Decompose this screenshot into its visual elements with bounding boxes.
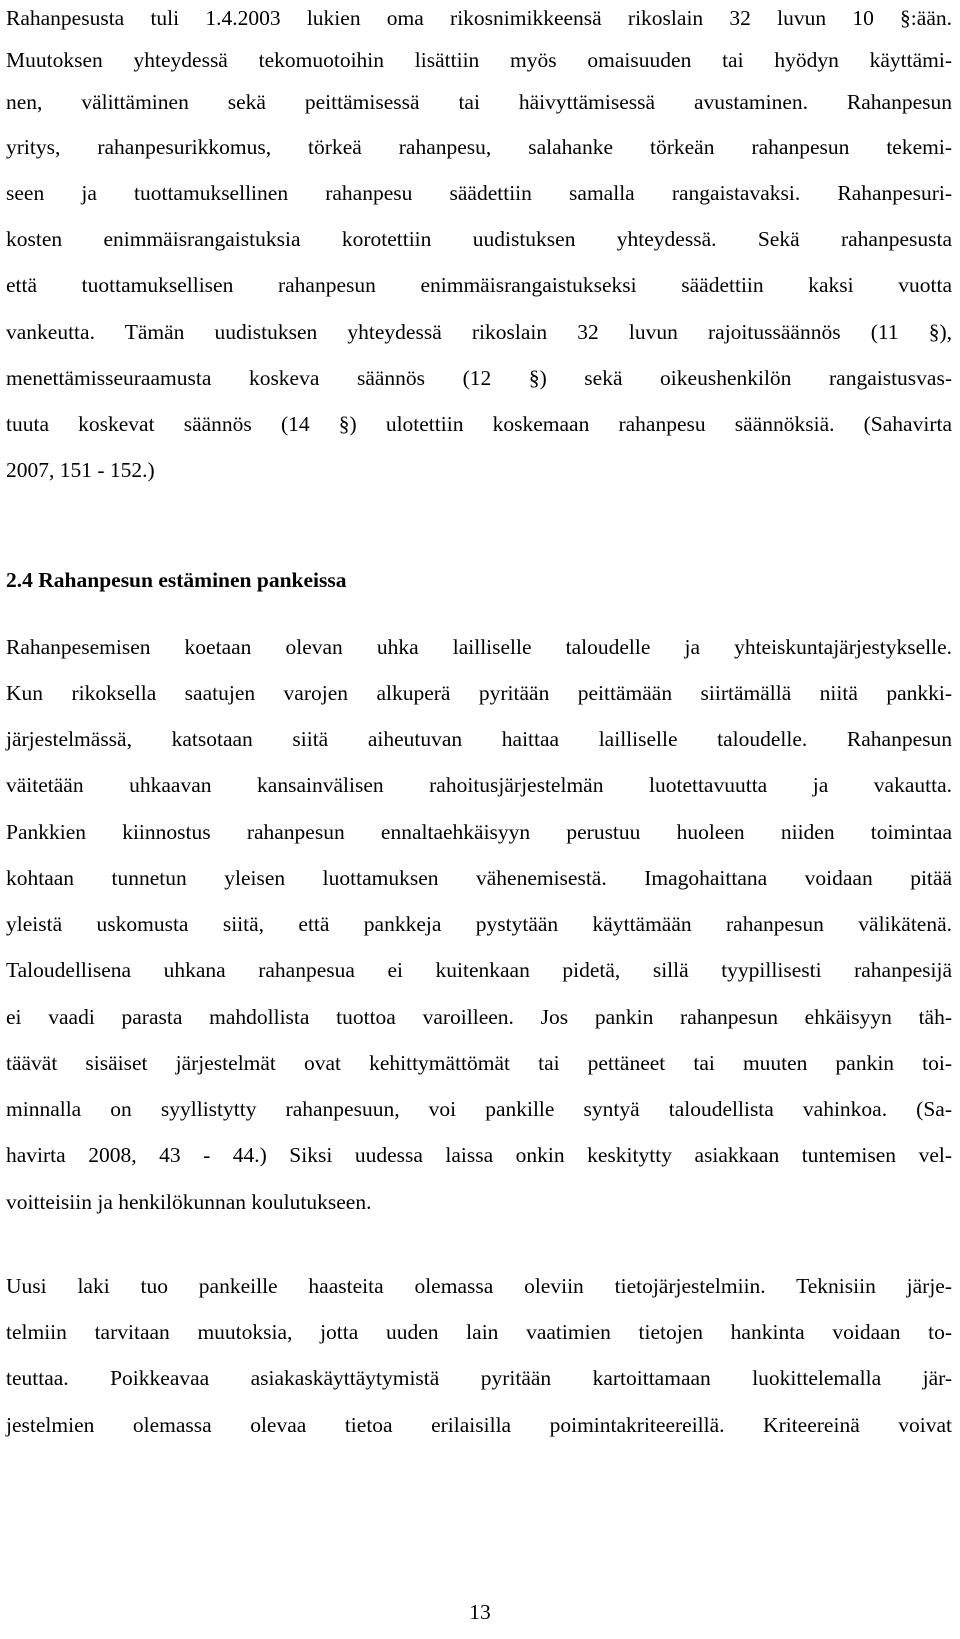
paragraph-line: kosten enimmäisrangaistuksia korotettiin uudistuksen yhteydessä. Sekä rahanpesusta [6,227,952,251]
paragraph-line: havirta 2008, 43 - 44.) Siksi uudessa laissa onkin keskitytty asiakkaan tuntemisen vel- [6,1143,952,1167]
paragraph-line: jestelmien olemassa olevaa tietoa erilaisilla poimintakriteereillä. Kriteereinä voivat [6,1413,952,1437]
paragraph-line: nen, välittäminen sekä peittämisessä tai häivyttämisessä avustaminen. Rahanpesun [6,90,952,114]
paragraph-line: 2007, 151 - 152.) [6,458,155,482]
document-page [6,0,954,1639]
paragraph-line: teuttaa. Poikkeavaa asiakaskäyttäytymistä pyritään kartoittamaan luokittelemalla jär- [6,1366,952,1390]
paragraph-line: Rahanpesemisen koetaan olevan uhka lailliselle taloudelle ja yhteiskuntajärjestykselle. [6,635,952,659]
paragraph-line: telmiin tarvitaan muutoksia, jotta uuden lain vaatimien tietojen hankinta voidaan to- [6,1320,952,1344]
paragraph-line: järjestelmässä, katsotaan siitä aiheutuvan haittaa lailliselle taloudelle. Rahanpesun [6,727,952,751]
paragraph-line: Taloudellisena uhkana rahanpesua ei kuitenkaan pidetä, sillä tyypillisesti rahanpesijä [6,958,952,982]
paragraph-line: tuuta koskevat säännös (14 §) ulotettiin koskemaan rahanpesu säännöksiä. (Sahavirta [6,412,952,436]
paragraph-line: kohtaan tunnetun yleisen luottamuksen vähenemisestä. Imagohaittana voidaan pitää [6,866,952,890]
paragraph-line: yleistä uskomusta siitä, että pankkeja pystytään käyttämään rahanpesun välikätenä. [6,912,952,936]
paragraph-line: vankeutta. Tämän uudistuksen yhteydessä rikoslain 32 luvun rajoitussäännös (11 §), [6,320,952,344]
paragraph-line: menettämisseuraamusta koskeva säännös (12 §) sekä oikeushenkilön rangaistusvas- [6,366,952,390]
paragraph-line: minnalla on syyllistytty rahanpesuun, voi pankille syntyä taloudellista vahinkoa. (Sa- [6,1097,952,1121]
paragraph-line: Rahanpesusta tuli 1.4.2003 lukien oma rikosnimikkeensä rikoslain 32 luvun 10 §:ään. [6,6,952,30]
paragraph-line: ei vaadi parasta mahdollista tuottoa varoilleen. Jos pankin rahanpesun ehkäisyyn täh- [6,1005,952,1029]
paragraph-line: seen ja tuottamuksellinen rahanpesu säädettiin samalla rangaistavaksi. Rahanpesuri- [6,181,952,205]
paragraph-line: voitteisiin ja henkilökunnan koulutukseen. [6,1190,372,1214]
paragraph-line: täävät sisäiset järjestelmät ovat kehittymättömät tai pettäneet tai muuten pankin toi- [6,1051,952,1075]
paragraph-line: että tuottamuksellisen rahanpesun enimmäisrangaistukseksi säädettiin kaksi vuotta [6,273,952,297]
section-heading: 2.4 Rahanpesun estäminen pankeissa [6,568,347,592]
page-number: 13 [469,1600,491,1624]
paragraph-line: yritys, rahanpesurikkomus, törkeä rahanpesu, salahanke törkeän rahanpesun tekemi- [6,135,952,159]
paragraph-line: Muutoksen yhteydessä tekomuotoihin lisättiin myös omaisuuden tai hyödyn käyttämi- [6,48,952,72]
paragraph-line: Kun rikoksella saatujen varojen alkuperä pyritään peittämään siirtämällä niitä pankki- [6,681,952,705]
paragraph-line: Pankkien kiinnostus rahanpesun ennaltaehkäisyyn perustuu huoleen niiden toimintaa [6,820,952,844]
paragraph-line: väitetään uhkaavan kansainvälisen rahoitusjärjestelmän luotettavuutta ja vakautta. [6,773,952,797]
paragraph-line: Uusi laki tuo pankeille haasteita olemassa oleviin tietojärjestelmiin. Teknisiin järje- [6,1274,952,1298]
